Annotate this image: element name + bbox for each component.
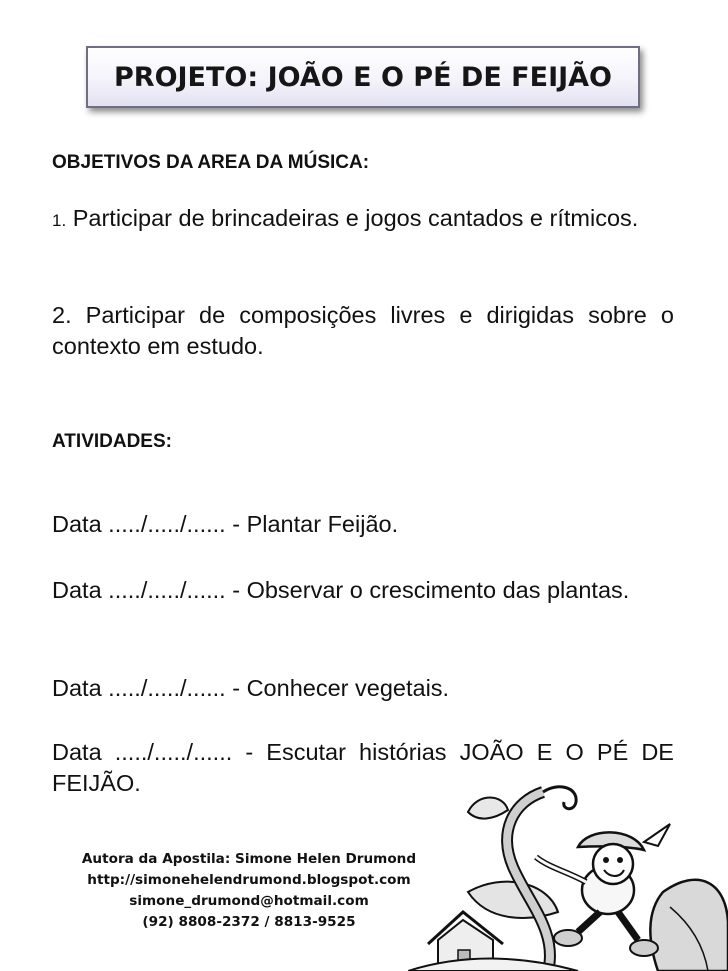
objective-number: 2.	[52, 302, 72, 328]
activity-text: - Escutar histórias JOÃO E O PÉ DE FEIJÃO.	[52, 739, 674, 796]
credits-block	[70, 849, 428, 933]
activities-heading: ATIVIDADES:	[52, 431, 172, 452]
page-title: PROJETO: JOÃO E O PÉ DE FEIJÃO	[113, 61, 613, 93]
activity-item-1	[52, 509, 674, 540]
activity-item-2	[52, 575, 674, 606]
objective-text: Participar de composições livres e dirigidas sobre o contexto em estudo.	[52, 302, 674, 359]
activity-text: - Plantar Feijão.	[225, 511, 399, 537]
activity-date: Data ...../...../......	[52, 511, 226, 537]
objectives-heading: OBJETIVOS DA AREA DA MÚSICA:	[52, 152, 370, 173]
title-banner	[86, 46, 640, 108]
credits-phone: (92) 8808-2372 / 8813-9525	[142, 914, 356, 930]
objective-number: 1.	[52, 211, 67, 230]
credits-blog: http://simonehelendrumond.blogspot.com	[87, 872, 411, 888]
objective-text: Participar de brincadeiras e jogos cantados e rítmicos.	[66, 205, 639, 231]
credits-author: Autora da Apostila: Simone Helen Drumond	[81, 851, 417, 867]
activity-date: Data ...../...../......	[52, 739, 233, 765]
jack-beanstalk-illustration	[408, 772, 728, 971]
activity-item-3	[52, 673, 674, 704]
activity-text: - Observar o crescimento das plantas.	[225, 577, 630, 603]
activity-date: Data ...../...../......	[52, 675, 226, 701]
credits-email: simone_drumond@hotmail.com	[129, 893, 369, 909]
activity-date: Data ...../...../......	[52, 577, 226, 603]
activity-text: - Conhecer vegetais.	[225, 675, 450, 701]
objective-item-2	[52, 300, 674, 362]
objective-item-1	[52, 203, 674, 236]
